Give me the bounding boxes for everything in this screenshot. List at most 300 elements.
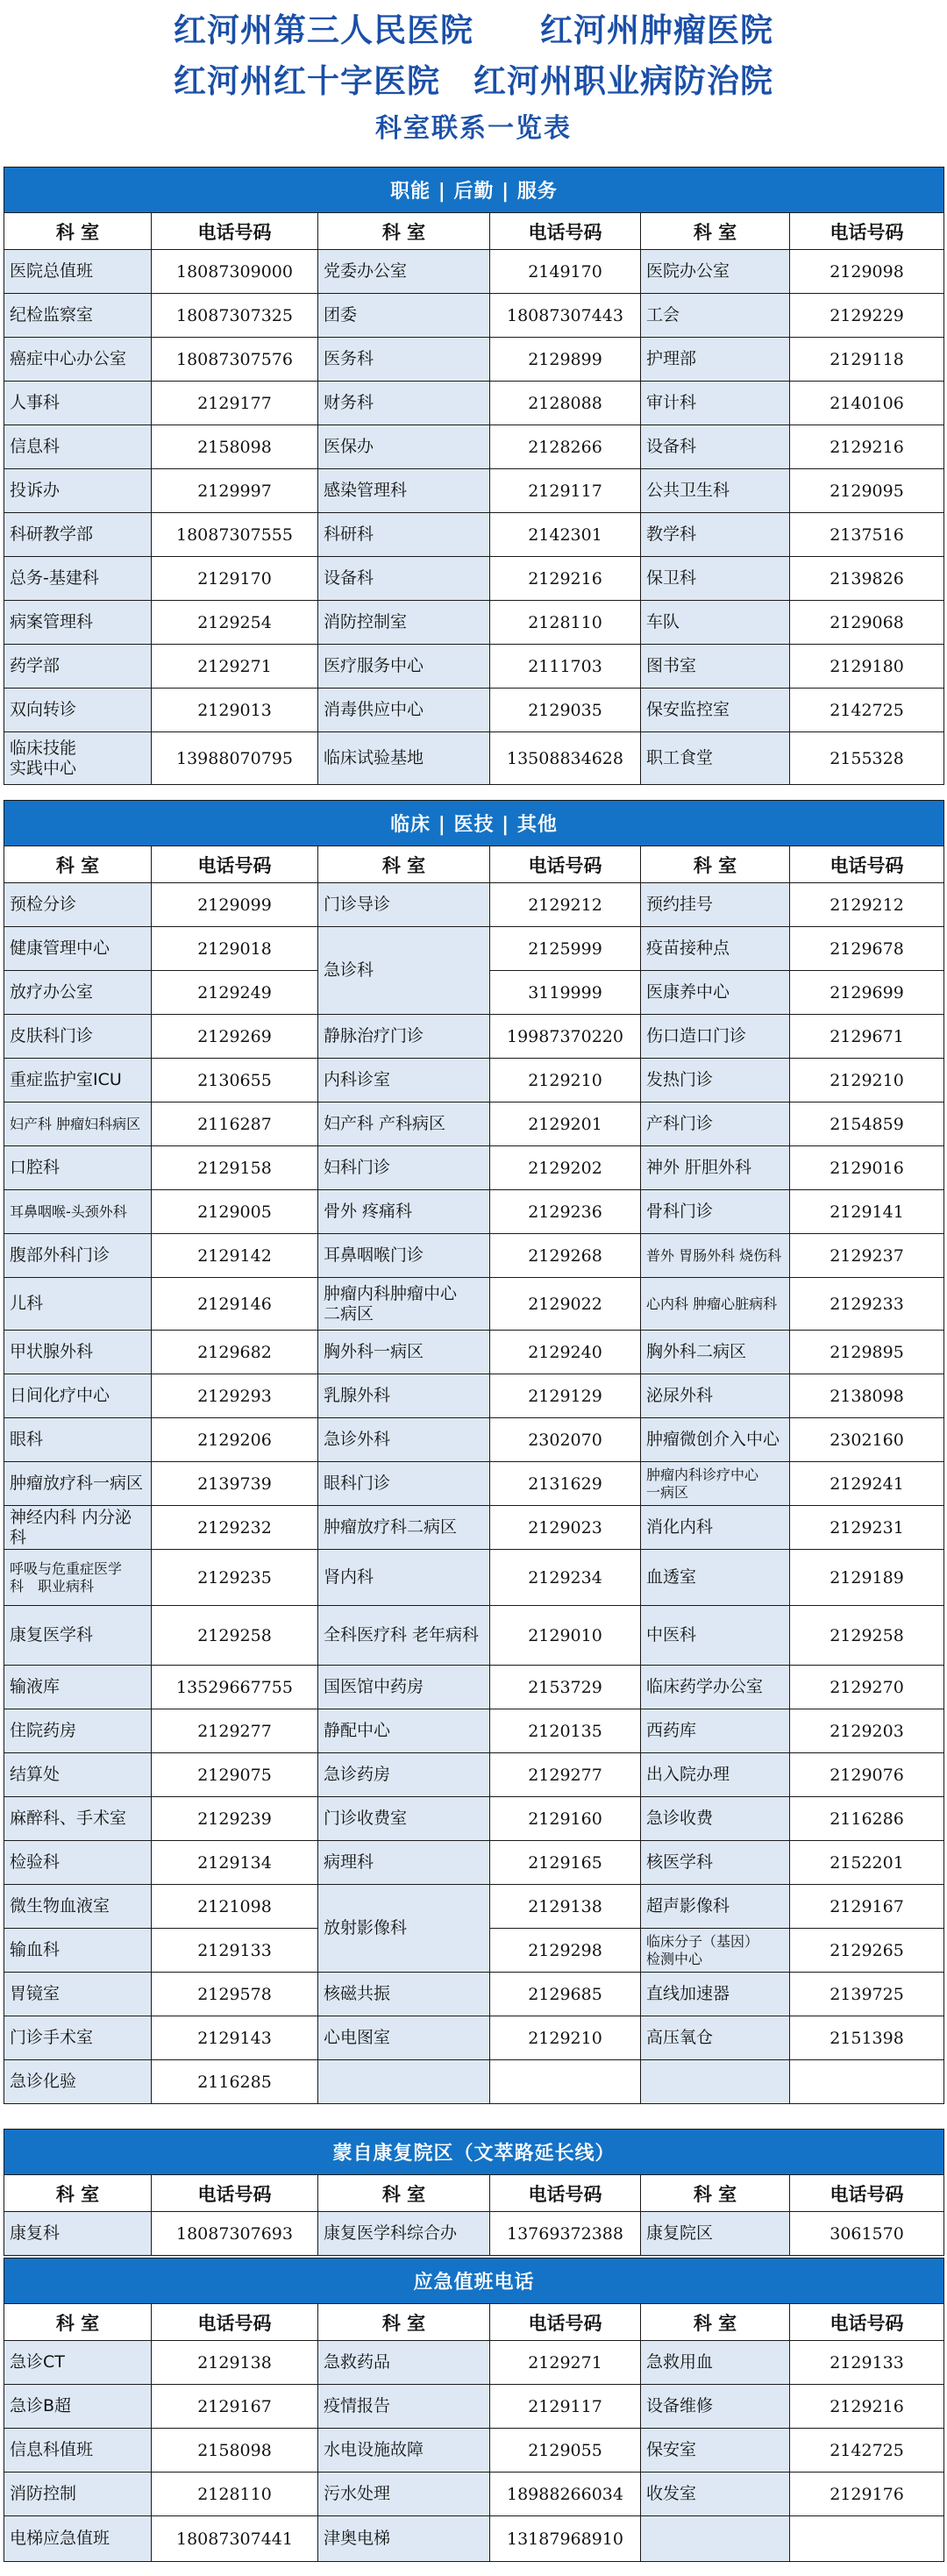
department-name: 静脉治疗门诊: [318, 1015, 490, 1059]
phone-number[interactable]: 2137516: [790, 513, 944, 557]
phone-number[interactable]: 2129229: [790, 294, 944, 338]
phone-number[interactable]: 2129699: [790, 971, 944, 1015]
phone-number[interactable]: 2129233: [790, 1278, 944, 1331]
phone-number[interactable]: 2129216: [790, 2385, 944, 2429]
phone-number[interactable]: 2129236: [490, 1190, 641, 1234]
column-header-phone: 电话号码: [152, 2175, 318, 2212]
phone-number[interactable]: 2129216: [490, 557, 641, 601]
department-name: 神经内科 内分泌科: [4, 1506, 152, 1550]
department-name: 人事科: [4, 382, 152, 425]
table-row: [4, 2385, 944, 2429]
phone-number[interactable]: 2129258: [152, 1606, 318, 1666]
department-name: 消防控制室: [318, 601, 490, 645]
phone-number[interactable]: 2129899: [490, 338, 641, 382]
phone-number[interactable]: 2129277: [490, 1753, 641, 1797]
phone-number[interactable]: 2149170: [490, 250, 641, 294]
phone-number[interactable]: 2138098: [790, 1374, 944, 1418]
department-name: 纪检监察室: [4, 294, 152, 338]
phone-number[interactable]: 2129035: [490, 689, 641, 732]
department-name: 保安监控室: [641, 689, 790, 732]
department-name-multiline: 临床分子（基因） 检测中心: [641, 1929, 790, 1973]
phone-number[interactable]: 13988070795: [152, 732, 318, 785]
department-name: 电梯应急值班: [4, 2516, 152, 2562]
table-row: [4, 1059, 944, 1102]
phone-number[interactable]: 2128110: [490, 601, 641, 645]
phone-number[interactable]: 2116286: [790, 1797, 944, 1841]
phone-number[interactable]: 2129055: [490, 2429, 641, 2473]
phone-number[interactable]: 2128110: [152, 2473, 318, 2516]
column-header-phone: 电话号码: [790, 2175, 944, 2212]
phone-number[interactable]: 2129075: [152, 1753, 318, 1797]
phone-number[interactable]: 2129269: [152, 1015, 318, 1059]
column-header-dept: 科 室: [4, 2304, 152, 2341]
phone-number[interactable]: 2129237: [790, 1234, 944, 1278]
department-name: 内科诊室: [318, 1059, 490, 1102]
column-header-dept: 科 室: [318, 2175, 490, 2212]
table-row: [4, 2060, 944, 2104]
phone-number[interactable]: 2154859: [790, 1102, 944, 1146]
department-name: 教学科: [641, 513, 790, 557]
phone-number[interactable]: 2129142: [152, 1234, 318, 1278]
department-name: 工会: [641, 294, 790, 338]
phone-number[interactable]: 2142301: [490, 513, 641, 557]
phone-number[interactable]: 2129258: [790, 1606, 944, 1666]
column-header-dept: 科 室: [318, 846, 490, 883]
department-name: 医保办: [318, 425, 490, 469]
phone-number[interactable]: 2129141: [790, 1190, 944, 1234]
table-row: [4, 1102, 944, 1146]
phone-number[interactable]: 2129678: [790, 927, 944, 971]
department-name: 普外 胃肠外科 烧伤科: [641, 1234, 790, 1278]
column-header-dept: 科 室: [641, 213, 790, 250]
department-name: 骨外 疼痛科: [318, 1190, 490, 1234]
department-name: 耳鼻咽喉门诊: [318, 1234, 490, 1278]
phone-number[interactable]: 2128266: [490, 425, 641, 469]
department-name: 急诊药房: [318, 1753, 490, 1797]
phone-number[interactable]: 2129180: [790, 645, 944, 689]
phone-number[interactable]: 2140106: [790, 382, 944, 425]
page-subtitle: 科室联系一览表: [375, 113, 572, 144]
department-name: 设备科: [641, 425, 790, 469]
table-row: [4, 469, 944, 513]
phone-number[interactable]: 2129239: [152, 1797, 318, 1841]
department-name-multiline: 肿瘤内科诊疗中心 一病区: [641, 1462, 790, 1506]
column-header-dept: 科 室: [4, 2175, 152, 2212]
department-name: 检验科: [4, 1841, 152, 1885]
department-name: 病理科: [318, 1841, 490, 1885]
department-name: 急诊科: [318, 927, 490, 1015]
phone-number[interactable]: 2128088: [490, 382, 641, 425]
department-name-multiline: 肿瘤内科肿瘤中心 二病区: [318, 1278, 490, 1331]
phone-number[interactable]: 2129133: [790, 2341, 944, 2385]
department-name: 超声影像科: [641, 1885, 790, 1929]
department-name: 急诊收费: [641, 1797, 790, 1841]
phone-number[interactable]: 2130655: [152, 1059, 318, 1102]
phone-number[interactable]: 2129203: [790, 1709, 944, 1753]
department-name: 医务科: [318, 338, 490, 382]
table-row: [4, 1666, 944, 1709]
phone-number[interactable]: 2142725: [790, 2429, 944, 2473]
department-name: 图书室: [641, 645, 790, 689]
department-name: 乳腺外科: [318, 1374, 490, 1418]
department-name: 口腔科: [4, 1146, 152, 1190]
column-header-dept: 科 室: [318, 213, 490, 250]
table-row: [4, 557, 944, 601]
phone-number[interactable]: 2129138: [152, 2341, 318, 2385]
department-name: 财务科: [318, 382, 490, 425]
phone-number[interactable]: 2129095: [790, 469, 944, 513]
phone-number[interactable]: 2153729: [490, 1666, 641, 1709]
column-header-phone: 电话号码: [490, 2304, 641, 2341]
table-row: [4, 689, 944, 732]
phone-number[interactable]: 18087307555: [152, 513, 318, 557]
phone-number[interactable]: 2129099: [152, 883, 318, 927]
phone-number[interactable]: 2116287: [152, 1102, 318, 1146]
table-row: [4, 1418, 944, 1462]
phone-number[interactable]: 2129682: [152, 1331, 318, 1374]
phone-number[interactable]: 2158098: [152, 2429, 318, 2473]
hospital-names-line-2: 红河州红十字医院 红河州职业病防治院: [174, 62, 773, 100]
table-row: [4, 645, 944, 689]
table-row: [4, 2473, 944, 2516]
phone-number[interactable]: 18087307443: [490, 294, 641, 338]
department-name: 急救药品: [318, 2341, 490, 2385]
department-name: 国医馆中药房: [318, 1666, 490, 1709]
phone-number[interactable]: 2129210: [790, 1059, 944, 1102]
department-name: 全科医疗科 老年病科: [318, 1606, 490, 1666]
phone-number[interactable]: 13508834628: [490, 732, 641, 785]
column-header-phone: 电话号码: [790, 2304, 944, 2341]
table-row: [4, 1190, 944, 1234]
phone-number[interactable]: 2129232: [152, 1506, 318, 1550]
department-name: 产科门诊: [641, 1102, 790, 1146]
table-row: [4, 294, 944, 338]
department-name: 儿科: [4, 1278, 152, 1331]
phone-number[interactable]: 2129271: [490, 2341, 641, 2385]
department-name: 康复院区: [641, 2212, 790, 2256]
phone-number[interactable]: 2129076: [790, 1753, 944, 1797]
phone-number[interactable]: 2129023: [490, 1506, 641, 1550]
phone-number[interactable]: 18087307576: [152, 338, 318, 382]
department-name: 投诉办: [4, 469, 152, 513]
phone-number[interactable]: 2129293: [152, 1374, 318, 1418]
table-row: [4, 1606, 944, 1666]
phone-number[interactable]: 2129241: [790, 1462, 944, 1506]
phone-number[interactable]: 2129010: [490, 1606, 641, 1666]
table-row: [4, 2212, 944, 2256]
department-name: 骨科门诊: [641, 1190, 790, 1234]
department-name: 直线加速器: [641, 1973, 790, 2016]
phone-number[interactable]: 3061570: [790, 2212, 944, 2256]
phone-number[interactable]: 13187968910: [490, 2516, 641, 2562]
phone-number[interactable]: 2129138: [490, 1885, 641, 1929]
section-rehab-campus-table: [4, 2129, 944, 2256]
phone-number[interactable]: 2151398: [790, 2016, 944, 2060]
phone-number[interactable]: 2129170: [152, 557, 318, 601]
department-name: 妇产科 产科病区: [318, 1102, 490, 1146]
table-row: [4, 1234, 944, 1278]
department-name: 伤口造口门诊: [641, 1015, 790, 1059]
phone-number[interactable]: 19987370220: [490, 1015, 641, 1059]
department-name: 医疗服务中心: [318, 645, 490, 689]
phone-number[interactable]: 2125999: [490, 927, 641, 971]
department-name: 车队: [641, 601, 790, 645]
phone-number[interactable]: 2129298: [490, 1929, 641, 1973]
section-emergency-duty-table: [4, 2258, 944, 2562]
department-name: 信息科值班: [4, 2429, 152, 2473]
column-header-dept: 科 室: [641, 2304, 790, 2341]
phone-number[interactable]: 2129216: [790, 425, 944, 469]
department-name: 急诊外科: [318, 1418, 490, 1462]
table-row: [4, 1841, 944, 1885]
phone-number[interactable]: 13769372388: [490, 2212, 641, 2256]
table-row: [4, 1278, 944, 1331]
section-title: 职能 | 后勤 | 服务: [4, 168, 944, 213]
phone-number[interactable]: 2142725: [790, 689, 944, 732]
phone-number[interactable]: 2129176: [790, 2473, 944, 2516]
phone-number[interactable]: 2129249: [152, 971, 318, 1015]
table-row: [4, 601, 944, 645]
department-name: 预约挂号: [641, 883, 790, 927]
column-header-phone: 电话号码: [790, 213, 944, 250]
column-header-dept: 科 室: [641, 2175, 790, 2212]
phone-number[interactable]: 2129118: [790, 338, 944, 382]
department-name: 医院总值班: [4, 250, 152, 294]
table-row: [4, 1709, 944, 1753]
phone-number[interactable]: 2129997: [152, 469, 318, 513]
phone-number[interactable]: 2129129: [490, 1374, 641, 1418]
department-name: 重症监护室ICU: [4, 1059, 152, 1102]
phone-number[interactable]: 2129018: [152, 927, 318, 971]
department-name: 公共卫生科: [641, 469, 790, 513]
department-name: 病案管理科: [4, 601, 152, 645]
department-name: 甲状腺外科: [4, 1331, 152, 1374]
department-name: 信息科: [4, 425, 152, 469]
phone-number[interactable]: 2129270: [790, 1666, 944, 1709]
department-name: 疫苗接种点: [641, 927, 790, 971]
department-name: 微生物血液室: [4, 1885, 152, 1929]
department-name: 科研科: [318, 513, 490, 557]
department-name: 泌尿外科: [641, 1374, 790, 1418]
department-name: 急救用血: [641, 2341, 790, 2385]
phone-number[interactable]: 18087307441: [152, 2516, 318, 2562]
department-name: 门诊收费室: [318, 1797, 490, 1841]
phone-number[interactable]: 2129068: [790, 601, 944, 645]
table-row: [4, 1797, 944, 1841]
phone-number[interactable]: 2129234: [490, 1550, 641, 1606]
department-name: 感染管理科: [318, 469, 490, 513]
department-name: 中医科: [641, 1606, 790, 1666]
column-header-phone: 电话号码: [490, 2175, 641, 2212]
phone-number[interactable]: 2129117: [490, 2385, 641, 2429]
table-row: [4, 382, 944, 425]
department-name: 康复科: [4, 2212, 152, 2256]
phone-number[interactable]: 2129005: [152, 1190, 318, 1234]
phone-number[interactable]: 2139739: [152, 1462, 318, 1506]
department-name: 党委办公室: [318, 250, 490, 294]
section-clinical-table: [4, 800, 944, 2104]
table-row: [4, 2341, 944, 2385]
phone-number[interactable]: 2129277: [152, 1709, 318, 1753]
section-title: 蒙自康复院区（文萃路延长线）: [4, 2130, 944, 2175]
phone-number[interactable]: 2129210: [490, 1059, 641, 1102]
phone-number[interactable]: 2129254: [152, 601, 318, 645]
phone-number[interactable]: 3119999: [490, 971, 641, 1015]
phone-number[interactable]: 2129265: [790, 1929, 944, 1973]
column-header-phone: 电话号码: [152, 2304, 318, 2341]
phone-number[interactable]: 2129133: [152, 1929, 318, 1973]
phone-number[interactable]: 2129098: [790, 250, 944, 294]
phone-number[interactable]: 2129231: [790, 1506, 944, 1550]
phone-number[interactable]: 2129240: [490, 1331, 641, 1374]
phone-number[interactable]: 2129210: [490, 2016, 641, 2060]
phone-number[interactable]: 2129165: [490, 1841, 641, 1885]
department-name: 团委: [318, 294, 490, 338]
phone-number[interactable]: 2129177: [152, 382, 318, 425]
phone-number[interactable]: 2120135: [490, 1709, 641, 1753]
phone-number[interactable]: 2129158: [152, 1146, 318, 1190]
phone-number[interactable]: 2129167: [790, 1885, 944, 1929]
phone-number[interactable]: 2111703: [490, 645, 641, 689]
department-name: 眼科: [4, 1418, 152, 1462]
department-name: 医院办公室: [641, 250, 790, 294]
department-name: 保卫科: [641, 557, 790, 601]
phone-number[interactable]: 2129022: [490, 1278, 641, 1331]
phone-number[interactable]: 2139826: [790, 557, 944, 601]
department-name: 神外 肝胆外科: [641, 1146, 790, 1190]
column-header-dept: 科 室: [4, 846, 152, 883]
phone-number[interactable]: 2152201: [790, 1841, 944, 1885]
department-name: 总务-基建科: [4, 557, 152, 601]
table-row: [4, 732, 944, 785]
table-row: [4, 1885, 944, 1929]
department-name: 发热门诊: [641, 1059, 790, 1102]
phone-number[interactable]: 2129671: [790, 1015, 944, 1059]
department-name: 耳鼻咽喉-头颈外科: [4, 1190, 152, 1234]
phone-number[interactable]: 2129134: [152, 1841, 318, 1885]
department-name: 癌症中心办公室: [4, 338, 152, 382]
phone-number[interactable]: 2155328: [790, 732, 944, 785]
phone-number[interactable]: 2131629: [490, 1462, 641, 1506]
table-row: [4, 1550, 944, 1606]
phone-number[interactable]: 2129235: [152, 1550, 318, 1606]
phone-number[interactable]: 2129206: [152, 1418, 318, 1462]
phone-number: [790, 2516, 944, 2562]
department-name: 污水处理: [318, 2473, 490, 2516]
page-header: [0, 0, 947, 165]
department-name: 胸外科二病区: [641, 1331, 790, 1374]
phone-number[interactable]: 2129202: [490, 1146, 641, 1190]
column-header-phone: 电话号码: [490, 846, 641, 883]
phone-number[interactable]: 2116285: [152, 2060, 318, 2104]
department-name: 皮肤科门诊: [4, 1015, 152, 1059]
department-name: 临床试验基地: [318, 732, 490, 785]
department-name: 肿瘤微创介入中心: [641, 1418, 790, 1462]
phone-number[interactable]: 2121098: [152, 1885, 318, 1929]
phone-number[interactable]: 2129013: [152, 689, 318, 732]
department-name: 双向转诊: [4, 689, 152, 732]
phone-number[interactable]: 2129143: [152, 2016, 318, 2060]
department-name: [641, 2060, 790, 2104]
column-header-phone: 电话号码: [490, 213, 641, 250]
table-row: [4, 1015, 944, 1059]
phone-number[interactable]: 2129201: [490, 1102, 641, 1146]
phone-number[interactable]: 2129117: [490, 469, 641, 513]
phone-number[interactable]: 18087307693: [152, 2212, 318, 2256]
phone-number[interactable]: 2158098: [152, 425, 318, 469]
phone-number[interactable]: 18087309000: [152, 250, 318, 294]
phone-number[interactable]: 18988266034: [490, 2473, 641, 2516]
table-row: [4, 2429, 944, 2473]
table-row: [4, 338, 944, 382]
department-name: 住院药房: [4, 1709, 152, 1753]
phone-number[interactable]: 2129578: [152, 1973, 318, 2016]
department-name: 心电图室: [318, 2016, 490, 2060]
hospital-names-line-1: 红河州第三人民医院 红河州肿瘤医院: [174, 11, 773, 49]
department-name: 日间化疗中心: [4, 1374, 152, 1418]
phone-number[interactable]: 2129685: [490, 1973, 641, 2016]
phone-number[interactable]: 2129160: [490, 1797, 641, 1841]
column-header-dept: 科 室: [318, 2304, 490, 2341]
phone-number[interactable]: 13529667755: [152, 1666, 318, 1709]
department-name: 消防控制: [4, 2473, 152, 2516]
column-header-dept: 科 室: [641, 846, 790, 883]
phone-number[interactable]: 2129895: [790, 1331, 944, 1374]
phone-number[interactable]: 2302160: [790, 1418, 944, 1462]
phone-number[interactable]: 2129271: [152, 645, 318, 689]
department-name: 胸外科一病区: [318, 1331, 490, 1374]
department-name: 放射影像科: [318, 1885, 490, 1973]
table-row: [4, 513, 944, 557]
phone-number[interactable]: 2139725: [790, 1973, 944, 2016]
department-name: 护理部: [641, 338, 790, 382]
phone-number[interactable]: 2129167: [152, 2385, 318, 2429]
department-name: 肿瘤放疗科二病区: [318, 1506, 490, 1550]
department-name: 职工食堂: [641, 732, 790, 785]
table-row: [4, 250, 944, 294]
department-name: [641, 2516, 790, 2562]
department-name: 保安室: [641, 2429, 790, 2473]
department-name-multiline: 临床技能 实践中心: [4, 732, 152, 785]
department-name: 心内科 肿瘤心脏病科: [641, 1278, 790, 1331]
department-name: 出入院办理: [641, 1753, 790, 1797]
phone-number[interactable]: 2129212: [790, 883, 944, 927]
table-row: [4, 883, 944, 927]
department-name: 输液库: [4, 1666, 152, 1709]
phone-number[interactable]: 2302070: [490, 1418, 641, 1462]
section-admin-logistics-table: [4, 167, 944, 785]
phone-number[interactable]: 2129268: [490, 1234, 641, 1278]
phone-number[interactable]: 2129016: [790, 1146, 944, 1190]
table-row: [4, 1331, 944, 1374]
department-name: 输血科: [4, 1929, 152, 1973]
column-header-dept: 科 室: [4, 213, 152, 250]
department-name: 门诊手术室: [4, 2016, 152, 2060]
table-row: [4, 1973, 944, 2016]
phone-number[interactable]: 2129212: [490, 883, 641, 927]
department-name: 急诊B超: [4, 2385, 152, 2429]
phone-number[interactable]: 18087307325: [152, 294, 318, 338]
table-row: [4, 1146, 944, 1190]
phone-number: [490, 2060, 641, 2104]
department-name-multiline: 呼吸与危重症医学 科 职业病科: [4, 1550, 152, 1606]
phone-number[interactable]: 2129189: [790, 1550, 944, 1606]
department-name: 胃镜室: [4, 1973, 152, 2016]
phone-number[interactable]: 2129146: [152, 1278, 318, 1331]
department-name: 疫情报告: [318, 2385, 490, 2429]
department-name: 药学部: [4, 645, 152, 689]
department-name: 科研教学部: [4, 513, 152, 557]
